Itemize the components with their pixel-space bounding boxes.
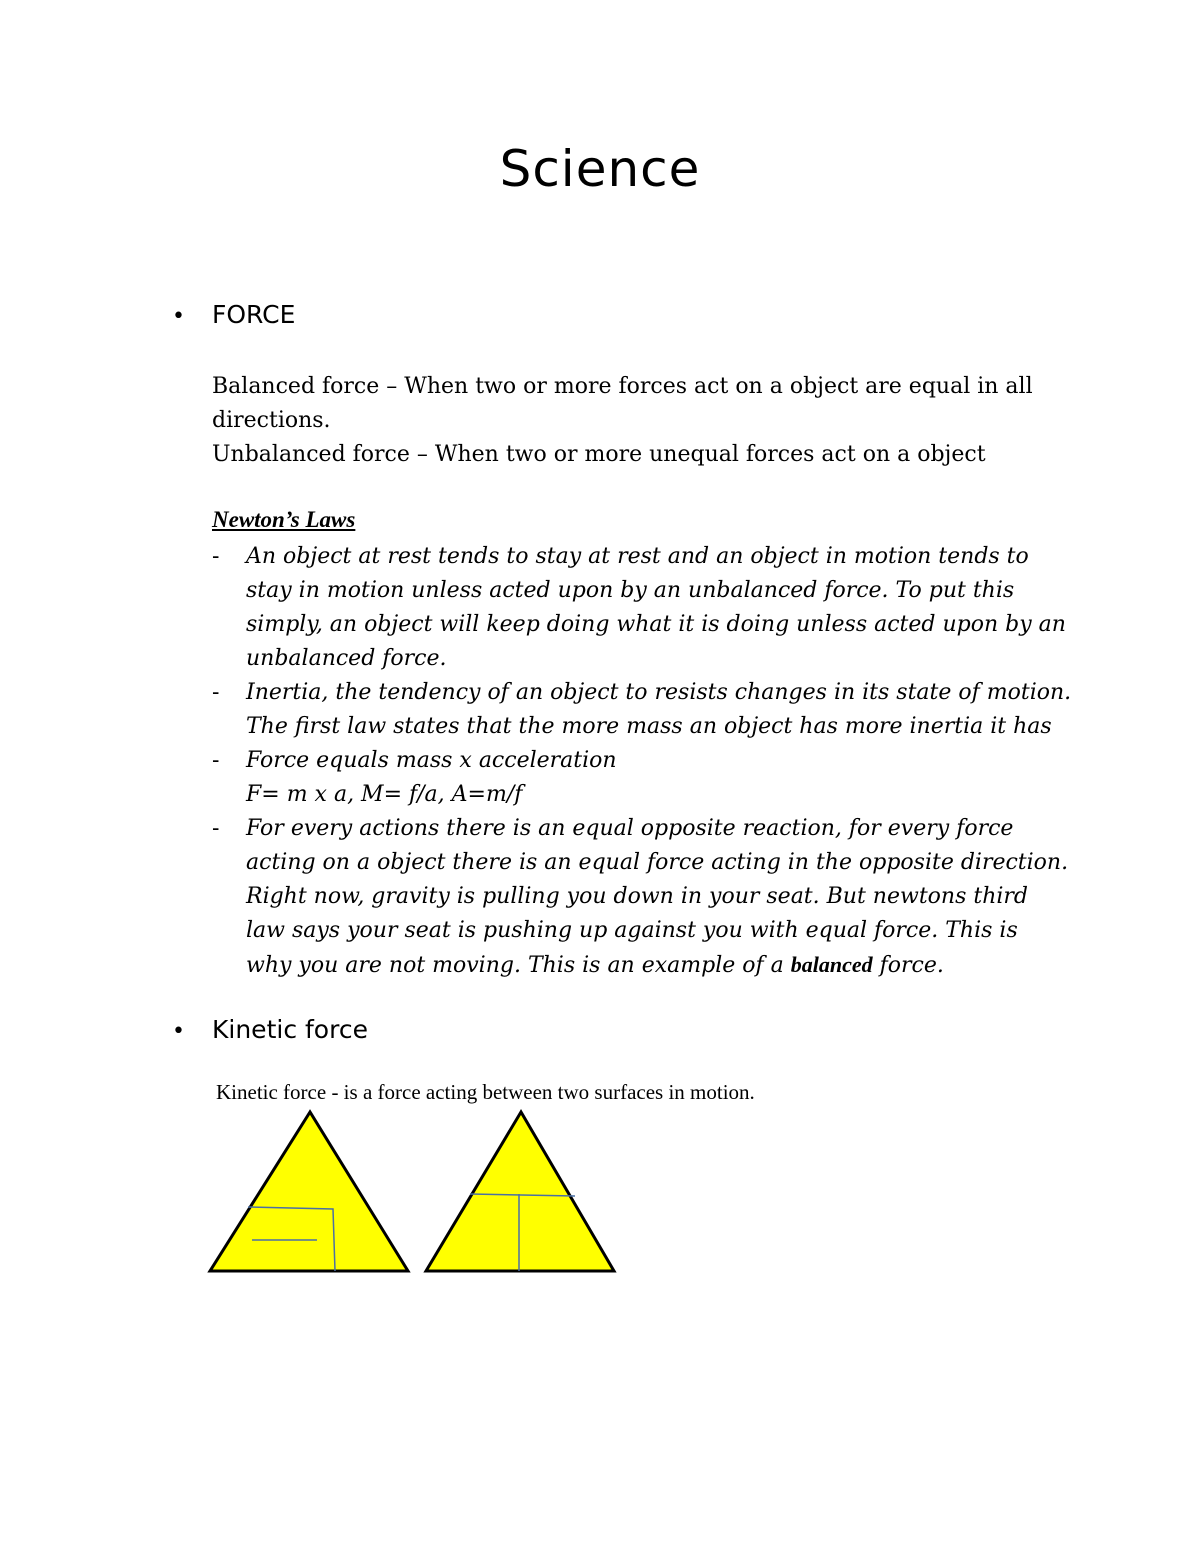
triangle-right-shape — [426, 1112, 614, 1271]
balanced-line-1: Balanced force – When two or more forces act on a object are equal in all — [212, 374, 1033, 399]
force-triangles-diagram — [200, 1100, 630, 1280]
triangle-left-shape — [210, 1112, 408, 1271]
law3-line: Right now, gravity is pulling you down in your seat. But newtons third — [246, 884, 1029, 909]
dash-icon: - — [212, 748, 220, 773]
law3-last-after: force. — [872, 953, 944, 978]
dash-icon: - — [212, 680, 220, 705]
bullet-icon: • — [172, 1019, 185, 1044]
page-title: Science — [499, 140, 701, 198]
kinetic-heading — [172, 1015, 368, 1044]
bullet-icon: • — [172, 304, 185, 329]
balanced-emphasis: balanced — [790, 952, 873, 977]
newtons-laws-list — [212, 540, 1092, 983]
inertia-line: The first law states that the more mass an object has more inertia it has — [246, 714, 1052, 739]
law-item-inertia — [212, 676, 1092, 744]
kinetic-force-definition: Kinetic force - is a force acting between two surfaces in motion. — [216, 1080, 755, 1104]
balanced-line-2: directions. — [212, 408, 331, 433]
law-item-second — [212, 744, 1092, 812]
dash-icon: - — [212, 544, 220, 569]
law3-last-before: why you are not moving. This is an example of a — [246, 953, 791, 978]
law2-formula: F= m x a, M= f/a, A=m/f — [246, 782, 523, 807]
law-item-first — [212, 540, 1092, 676]
force-heading — [172, 300, 295, 329]
law3-line: law says your seat is pushing up against you with equal force. This is — [246, 918, 1018, 943]
dash-icon: - — [212, 816, 220, 841]
law3-last-line — [246, 948, 1092, 983]
force-heading-text: FORCE — [212, 300, 296, 329]
law3-line: acting on a object there is an equal force acting in the opposite direction. — [246, 850, 1069, 875]
law2-line: Force equals mass x acceleration — [246, 748, 617, 773]
balanced-force-definition — [212, 370, 1072, 472]
law1-line: simply, an object will keep doing what it is doing unless acted upon by an — [246, 612, 1066, 637]
law1-line: unbalanced force. — [246, 646, 447, 671]
newtons-laws-heading: Newton’s Laws — [212, 507, 356, 532]
law-item-third — [212, 812, 1092, 983]
kinetic-heading-text: Kinetic force — [212, 1015, 368, 1044]
law3-line: For every actions there is an equal opposite reaction, for every force — [246, 816, 1014, 841]
law1-line: An object at rest tends to stay at rest and an object in motion tends to — [246, 544, 1029, 569]
unbalanced-force-definition: Unbalanced force – When two or more unequal forces act on a object — [212, 442, 986, 467]
law1-line: stay in motion unless acted upon by an unbalanced force. To put this — [246, 578, 1015, 603]
inertia-line: Inertia, the tendency of an object to resists changes in its state of motion. — [246, 680, 1072, 705]
